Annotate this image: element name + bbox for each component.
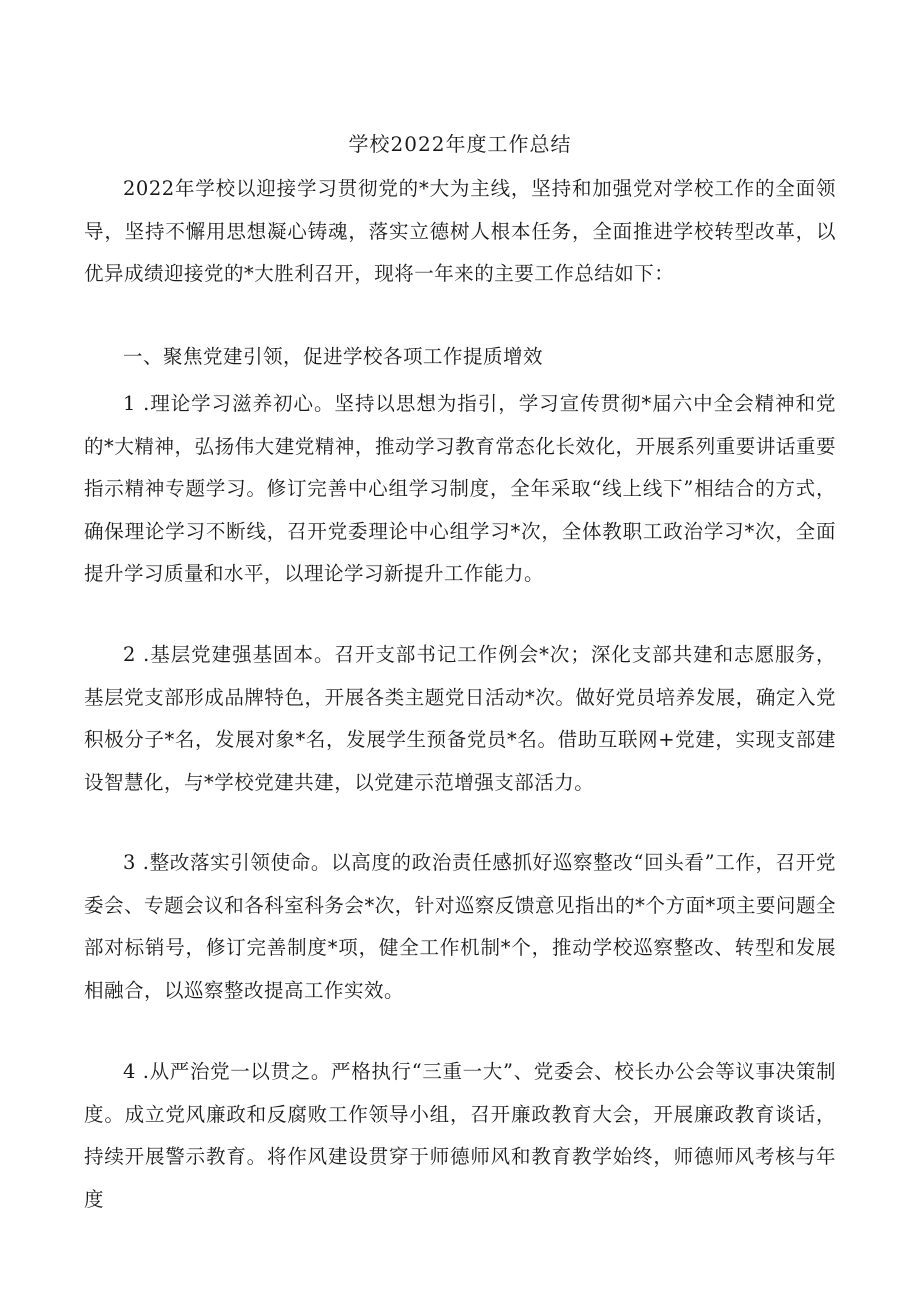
item-paragraph-3: 3 .整改落实引领使命。以高度的政治责任感抓好巡察整改“回头看”工作，召开党委会、专题会议和各科室科务会*次，针对巡察反馈意见指出的*个方面*项主要问题全部对标销号，修订完善制度*项，健全工作机制*个，推动学校巡察整改、转型和发展相融合，以巡察整改提高工作实效。: [84, 851, 836, 1002]
item-paragraph-4: 4 .从严治党一以贯之。严格执行“三重一大”、党委会、校长办公会等议事决策制度。成立党风廉政和反腐败工作领导小组，召开廉政教育大会，开展廉政教育谈话，持续开展警示教育。将作风建设贯穿于师德师风和教育教学始终，师德师风考核与年度: [84, 1060, 836, 1211]
document-title: 学校2022年度工作总结: [348, 132, 572, 156]
item-paragraph-1: 1 .理论学习滋养初心。坚持以思想为指引，学习宣传贯彻*届六中全会精神和党的*大精神，弘扬伟大建党精神，推动学习教育常态化长效化，开展系列重要讲话重要指示精神专题学习。修订完善中心组学习制度，全年采取“线上线下”相结合的方式，确保理论学习不断线，召开党委理论中心组学习*次，全体教职工政治学习*次，全面提升学习质量和水平，以理论学习新提升工作能力。: [84, 392, 836, 585]
intro-paragraph: 2022年学校以迎接学习贯彻党的*大为主线，坚持和加强党对学校工作的全面领导，坚持不懈用思想凝心铸魂，落实立德树人根本任务，全面推进学校转型改革，以优异成绩迎接党的*大胜利召开，现将一年来的主要工作总结如下：: [84, 177, 836, 285]
section-heading: 一、聚焦党建引领，促进学校各项工作提质增效: [123, 345, 544, 368]
item-paragraph-2: 2 .基层党建强基固本。召开支部书记工作例会*次；深化支部共建和志愿服务，基层党支部形成品牌特色，开展各类主题党日活动*次。做好党员培养发展，确定入党积极分子*名，发展对象*名，发展学生预备党员*名。借助互联网+党建，实现支部建设智慧化，与*学校党建共建，以党建示范增强支部活力。: [84, 643, 836, 794]
